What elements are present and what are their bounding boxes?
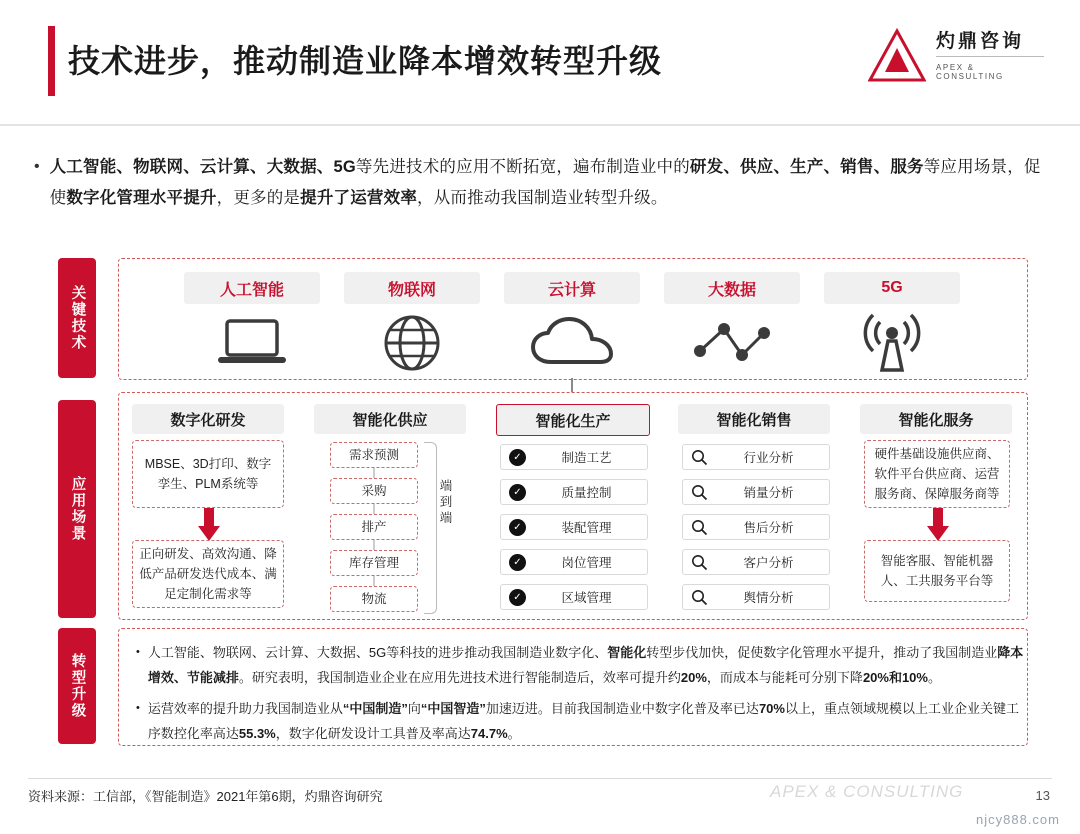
header-divider (0, 124, 1080, 126)
u1-p4: 。研究表明，我国制造业企业在应用先进技术进行智能制造后，效率可提升约 (238, 670, 681, 685)
production-item-4 (500, 584, 648, 610)
sales-item-1-label: 销量分析 (743, 486, 794, 500)
check-circle-icon: ✓ (509, 554, 526, 571)
section-label-upgrade-text: 转型升级 (69, 653, 86, 719)
check-circle-icon: ✓ (509, 589, 526, 606)
u1-p0: 人工智能、物联网、云计算、大数据、5G等科技的进步推动我国制造业数字化、 (147, 645, 608, 660)
logo-divider (936, 56, 1044, 57)
scene-head-service: 智能化服务 (860, 404, 1012, 434)
lead-text-1: 等先进技术的应用不断拓宽，遍布制造业中的 (355, 158, 690, 176)
section-label-scenes (58, 400, 96, 618)
tech-chip-ai: 人工智能 (184, 272, 320, 304)
production-item-3 (500, 549, 648, 575)
page-title: 技术进步，推动制造业降本增效转型升级 (68, 43, 663, 79)
tech-chip-5g: 5G (824, 272, 960, 304)
scene-box-rd-value: 正向研发、高效沟通、降低产品研发迭代成本、满足定制化需求等 (132, 540, 284, 608)
u2-p5: 70% (758, 701, 785, 716)
production-item-4-label: 区域管理 (561, 591, 612, 605)
tech-chip-bigdata: 大数据 (664, 272, 800, 304)
down-arrow-icon-rd (197, 508, 219, 542)
scene-box-rd-tech: MBSE、3D打印、数字孪生、PLM系统等 (132, 440, 284, 508)
production-item-1-label: 质量控制 (561, 486, 612, 500)
sales-item-2 (682, 514, 830, 540)
u2-p1: “中国制造” (342, 701, 408, 716)
slide-header (0, 0, 1080, 125)
u2-p7: 55.3% (238, 726, 276, 741)
lead-text-2: 等应用场景，促使 (49, 158, 1041, 207)
footer-watermark: APEX & CONSULTING (770, 782, 964, 801)
u1-p6: ，而成本与能耗可分别下降 (706, 670, 863, 685)
lead-text (50, 152, 1044, 214)
laptop-icon (184, 312, 320, 374)
u2-p0: 运营效率的提升助力我国制造业从 (147, 701, 343, 716)
company-logo (868, 20, 1044, 92)
upgrade-item-2 (136, 696, 1026, 746)
lead-emph-2: 提升了运营效率 (300, 189, 418, 207)
search-icon (691, 519, 708, 536)
supply-item-2: 排产 (330, 514, 418, 540)
lead-text-4: ，从而推动我国制造业转型升级。 (417, 189, 668, 207)
node-graph-icon (664, 312, 800, 374)
production-item-0-label: 制造工艺 (561, 451, 612, 465)
sales-item-4 (682, 584, 830, 610)
cloud-icon (504, 312, 640, 374)
u1-p5: 20% (680, 670, 707, 685)
u1-p2: 转型步伐加快，促使数字化管理水平提升，推动了我国制造业 (646, 645, 998, 660)
section-label-key-tech (58, 258, 96, 378)
scene-box-service-supply: 硬件基础设施供应商、软件平台供应商、运营服务商、保障服务商等 (864, 440, 1010, 508)
search-icon (691, 554, 708, 571)
tech-chip-iot: 物联网 (344, 272, 480, 304)
section-label-scenes-text: 应用场景 (69, 476, 86, 542)
u1-p3: 降本增效、节能减排 (147, 645, 1024, 685)
logo-name-cn: 灼鼎咨询 (936, 30, 1025, 52)
section-label-upgrade (58, 628, 96, 744)
u2-p6: 以上，重点领域规模以上工业企业关键工序数控化率高达 (147, 701, 1019, 741)
scene-box-service-value: 智能客服、智能机器人、工共服务平台等 (864, 540, 1010, 602)
end-to-end-brace (424, 442, 437, 614)
search-icon (691, 449, 708, 466)
logo-text (936, 31, 1044, 82)
page-number: 13 (1035, 788, 1050, 803)
supply-item-1: 采购 (330, 478, 418, 504)
upgrade-text-1 (148, 640, 1026, 690)
search-icon (691, 589, 708, 606)
lead-emph-1: 数字化管理水平提升 (66, 189, 217, 207)
sales-item-0 (682, 444, 830, 470)
u1-p7: 20%和10% (862, 670, 928, 685)
lead-bullet: • (34, 158, 40, 175)
u2-p2: 向 (407, 701, 421, 716)
sales-item-2-label: 售后分析 (743, 521, 794, 535)
scene-head-sales: 智能化销售 (678, 404, 830, 434)
title-accent-bar (48, 26, 55, 96)
scene-head-rd: 数字化研发 (132, 404, 284, 434)
scene-head-production: 智能化生产 (496, 404, 650, 436)
lead-tech-list: 人工智能、物联网、云计算、大数据、5G (49, 158, 356, 176)
supply-item-4: 物流 (330, 586, 418, 612)
end-to-end-label: 端到端 (439, 479, 453, 525)
supply-item-3: 库存管理 (330, 550, 418, 576)
sales-item-0-label: 行业分析 (743, 451, 794, 465)
production-item-1 (500, 479, 648, 505)
down-arrow-icon-service (926, 508, 948, 542)
u2-p8: ，数字化研发设计工具普及率高达 (275, 726, 471, 741)
production-item-2 (500, 514, 648, 540)
u1-p8: 。 (927, 670, 941, 685)
sales-item-4-label: 舆情分析 (743, 591, 794, 605)
footer-divider (28, 778, 1052, 779)
logo-name-en: APEX & CONSULTING (936, 63, 1004, 82)
source-note: 资料来源：工信部，《智能制造》2021年第6期，灼鼎咨询研究 (28, 789, 383, 804)
check-circle-icon: ✓ (509, 484, 526, 501)
check-circle-icon: ✓ (509, 449, 526, 466)
tech-chip-cloud: 云计算 (504, 272, 640, 304)
upgrade-item-1 (136, 640, 1026, 690)
scene-head-supply: 智能化供应 (314, 404, 466, 434)
supply-connector (370, 468, 378, 614)
site-watermark: njcy888.com (976, 812, 1060, 827)
section-label-key-tech-text: 关键技术 (69, 285, 86, 351)
check-circle-icon: ✓ (509, 519, 526, 536)
u1-p1: 智能化 (607, 645, 647, 660)
u2-p4: 加速迈进。目前我国制造业中数字化普及率已达 (485, 701, 759, 716)
sales-item-3 (682, 549, 830, 575)
upgrade-bullet-1: • (136, 646, 140, 658)
sales-item-3-label: 客户分析 (743, 556, 794, 570)
production-item-3-label: 岗位管理 (561, 556, 612, 570)
supply-item-0: 需求预测 (330, 442, 418, 468)
production-item-2-label: 装配管理 (561, 521, 612, 535)
upgrade-list (136, 640, 1026, 752)
u2-p3: “中国智造” (420, 701, 486, 716)
globe-network-icon (344, 312, 480, 374)
u2-p9: 74.7% (470, 726, 508, 741)
search-icon (691, 484, 708, 501)
signal-tower-icon (824, 312, 960, 374)
sales-item-1 (682, 479, 830, 505)
lead-paragraph (34, 152, 1044, 214)
production-item-0 (500, 444, 648, 470)
lead-text-3: ，更多的是 (216, 189, 301, 207)
u2-p10: 。 (507, 726, 521, 741)
upgrade-text-2 (148, 696, 1026, 746)
upgrade-bullet-2: • (136, 702, 140, 714)
lead-scene-list: 研发、供应、生产、销售、服务 (689, 158, 924, 176)
logo-triangle-icon (868, 28, 926, 84)
